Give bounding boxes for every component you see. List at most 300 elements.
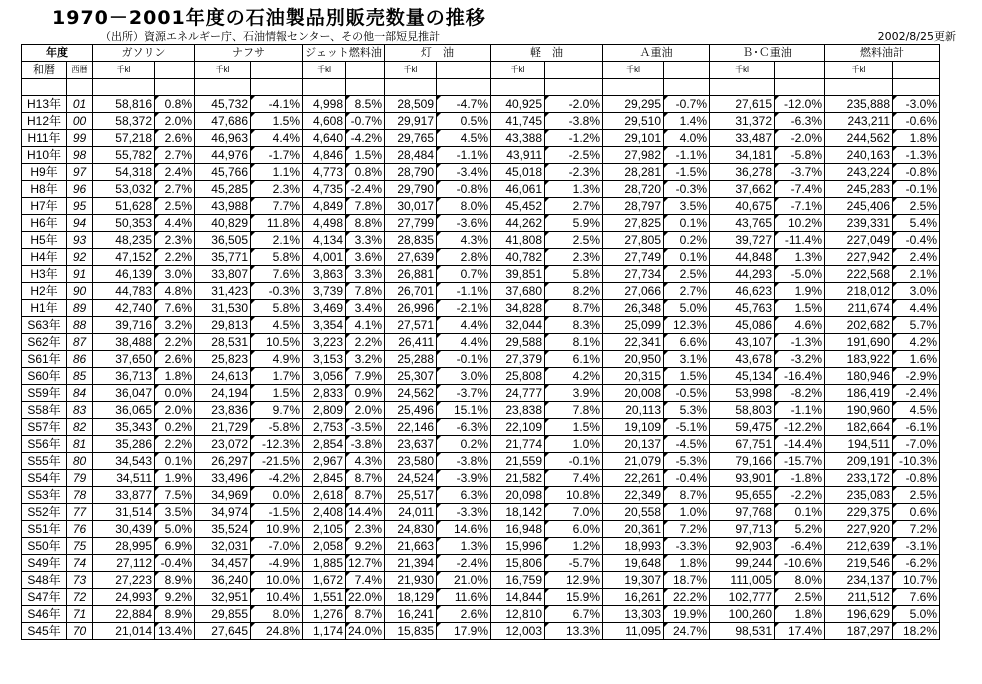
- volume-cell: 29,510: [603, 113, 664, 130]
- volume-cell: 183,922: [825, 351, 893, 368]
- change-cell: -5.7%: [545, 555, 603, 572]
- volume-cell: 1,672: [303, 572, 346, 589]
- change-cell: 7.4%: [346, 572, 385, 589]
- volume-cell: 40,925: [491, 96, 545, 113]
- header-total: 燃料油計: [825, 45, 940, 62]
- volume-cell: 34,181: [710, 147, 775, 164]
- change-cell: -2.0%: [775, 130, 825, 147]
- volume-cell: 21,663: [385, 538, 437, 555]
- table-row: [22, 606, 940, 623]
- change-cell: 2.7%: [664, 283, 710, 300]
- volume-cell: 40,675: [710, 198, 775, 215]
- volume-cell: 15,996: [491, 538, 545, 555]
- change-cell: 19.9%: [664, 606, 710, 623]
- change-cell: -6.3%: [775, 113, 825, 130]
- change-cell: -2.1%: [437, 300, 491, 317]
- change-cell: 8.7%: [346, 606, 385, 623]
- volume-cell: 27,571: [385, 317, 437, 334]
- table-row: [22, 283, 940, 300]
- change-cell: 1.0%: [664, 504, 710, 521]
- change-cell: -3.1%: [893, 538, 940, 555]
- wareki-cell: S56年: [22, 436, 67, 453]
- seireki-cell: 98: [67, 147, 93, 164]
- change-cell: 4.4%: [437, 317, 491, 334]
- volume-cell: 25,823: [195, 351, 251, 368]
- seireki-cell: 91: [67, 266, 93, 283]
- change-cell: -3.9%: [437, 470, 491, 487]
- table-row: [22, 113, 940, 130]
- header-seireki: 西暦: [67, 62, 93, 79]
- volume-cell: 31,514: [93, 504, 155, 521]
- change-cell: 10.4%: [251, 589, 303, 606]
- change-cell: -2.3%: [545, 164, 603, 181]
- change-cell: 1.5%: [251, 113, 303, 130]
- change-cell: 18.2%: [893, 623, 940, 640]
- volume-cell: 37,650: [93, 351, 155, 368]
- volume-cell: 11,095: [603, 623, 664, 640]
- change-cell: 8.1%: [545, 334, 603, 351]
- header-diesel: 軽 油: [491, 45, 603, 62]
- seireki-cell: 87: [67, 334, 93, 351]
- volume-cell: 222,568: [825, 266, 893, 283]
- volume-cell: 15,835: [385, 623, 437, 640]
- change-cell: 4.5%: [251, 317, 303, 334]
- volume-cell: 58,372: [93, 113, 155, 130]
- change-cell: -0.3%: [664, 181, 710, 198]
- seireki-cell: 81: [67, 436, 93, 453]
- change-cell: 21.0%: [437, 572, 491, 589]
- change-cell: 3.3%: [346, 266, 385, 283]
- change-cell: 4.5%: [437, 130, 491, 147]
- change-cell: 10.8%: [545, 487, 603, 504]
- table-row: [22, 181, 940, 198]
- volume-cell: 15,806: [491, 555, 545, 572]
- volume-cell: 31,530: [195, 300, 251, 317]
- table-row: [22, 436, 940, 453]
- change-cell: 3.5%: [155, 504, 195, 521]
- change-cell: -1.1%: [775, 402, 825, 419]
- change-cell: 4.3%: [437, 232, 491, 249]
- volume-cell: 39,727: [710, 232, 775, 249]
- volume-cell: 235,083: [825, 487, 893, 504]
- change-cell: 4.1%: [346, 317, 385, 334]
- table-row: [22, 232, 940, 249]
- volume-cell: 37,662: [710, 181, 775, 198]
- change-cell: 8.0%: [437, 198, 491, 215]
- volume-cell: 22,261: [603, 470, 664, 487]
- volume-cell: 48,235: [93, 232, 155, 249]
- change-cell: -5.1%: [664, 419, 710, 436]
- volume-cell: 44,783: [93, 283, 155, 300]
- change-cell: 2.6%: [155, 130, 195, 147]
- change-cell: 8.7%: [545, 300, 603, 317]
- volume-cell: 27,223: [93, 572, 155, 589]
- volume-cell: 16,261: [603, 589, 664, 606]
- volume-cell: 27,825: [603, 215, 664, 232]
- change-cell: -3.8%: [545, 113, 603, 130]
- volume-cell: 4,773: [303, 164, 346, 181]
- change-cell: 4.3%: [346, 453, 385, 470]
- table-row: [22, 402, 940, 419]
- volume-cell: 27,639: [385, 249, 437, 266]
- volume-cell: 239,331: [825, 215, 893, 232]
- volume-cell: 21,582: [491, 470, 545, 487]
- table-row: [22, 623, 940, 640]
- volume-cell: 79,166: [710, 453, 775, 470]
- header-row-products: [22, 45, 940, 62]
- seireki-cell: 84: [67, 385, 93, 402]
- change-cell: -6.3%: [437, 419, 491, 436]
- change-cell: 3.2%: [346, 351, 385, 368]
- volume-cell: 43,107: [710, 334, 775, 351]
- change-cell: 2.4%: [155, 164, 195, 181]
- seireki-cell: 78: [67, 487, 93, 504]
- change-cell: 6.1%: [545, 351, 603, 368]
- change-cell: 1.5%: [545, 419, 603, 436]
- change-cell: 7.8%: [545, 402, 603, 419]
- volume-cell: 3,056: [303, 368, 346, 385]
- change-cell: 8.5%: [346, 96, 385, 113]
- change-cell: 2.5%: [664, 266, 710, 283]
- volume-cell: 29,790: [385, 181, 437, 198]
- source-note: （出所）資源エネルギー庁、石油情報センター、その他一部短見推計: [100, 30, 441, 43]
- change-cell: 7.5%: [155, 487, 195, 504]
- volume-cell: 25,288: [385, 351, 437, 368]
- blank-row: [22, 79, 940, 96]
- volume-cell: 240,163: [825, 147, 893, 164]
- change-cell: -2.2%: [775, 487, 825, 504]
- wareki-cell: S50年: [22, 538, 67, 555]
- volume-cell: 95,655: [710, 487, 775, 504]
- change-cell: 2.1%: [251, 232, 303, 249]
- volume-cell: 1,551: [303, 589, 346, 606]
- change-cell: 15.1%: [437, 402, 491, 419]
- volume-cell: 18,993: [603, 538, 664, 555]
- change-cell: 8.7%: [346, 470, 385, 487]
- volume-cell: 34,828: [491, 300, 545, 317]
- volume-cell: 191,690: [825, 334, 893, 351]
- change-cell: 2.7%: [155, 147, 195, 164]
- volume-cell: 24,194: [195, 385, 251, 402]
- volume-cell: 43,388: [491, 130, 545, 147]
- volume-cell: 24,613: [195, 368, 251, 385]
- volume-cell: 21,014: [93, 623, 155, 640]
- change-cell: 3.2%: [155, 317, 195, 334]
- change-cell: -5.8%: [251, 419, 303, 436]
- seireki-cell: 93: [67, 232, 93, 249]
- change-cell: 4.6%: [775, 317, 825, 334]
- page-title: 1970－2001年度の石油製品別販売数量の推移: [52, 7, 486, 29]
- volume-cell: 3,863: [303, 266, 346, 283]
- change-cell: -1.5%: [664, 164, 710, 181]
- volume-cell: 27,749: [603, 249, 664, 266]
- change-cell: 2.2%: [155, 249, 195, 266]
- change-cell: 2.5%: [545, 232, 603, 249]
- change-cell: -7.4%: [775, 181, 825, 198]
- change-cell: 0.6%: [893, 504, 940, 521]
- volume-cell: 20,950: [603, 351, 664, 368]
- unit-label: 千kl: [385, 62, 437, 79]
- change-cell: -15.7%: [775, 453, 825, 470]
- change-cell: -21.5%: [251, 453, 303, 470]
- volume-cell: 20,361: [603, 521, 664, 538]
- change-cell: 1.9%: [775, 283, 825, 300]
- table-row: [22, 589, 940, 606]
- volume-cell: 27,734: [603, 266, 664, 283]
- table-row: [22, 504, 940, 521]
- change-cell: 2.5%: [155, 198, 195, 215]
- volume-cell: 20,137: [603, 436, 664, 453]
- volume-cell: 13,303: [603, 606, 664, 623]
- wareki-cell: S48年: [22, 572, 67, 589]
- table-row: [22, 198, 940, 215]
- change-cell: 1.3%: [775, 249, 825, 266]
- change-cell: 12.7%: [346, 555, 385, 572]
- volume-cell: 47,686: [195, 113, 251, 130]
- change-cell: 14.6%: [437, 521, 491, 538]
- table-row: [22, 130, 940, 147]
- volume-cell: 3,354: [303, 317, 346, 334]
- volume-cell: 92,903: [710, 538, 775, 555]
- volume-cell: 93,901: [710, 470, 775, 487]
- volume-cell: 22,109: [491, 419, 545, 436]
- change-cell: -4.2%: [346, 130, 385, 147]
- volume-cell: 100,260: [710, 606, 775, 623]
- change-cell: -11.4%: [775, 232, 825, 249]
- change-cell: 7.8%: [346, 198, 385, 215]
- seireki-cell: 90: [67, 283, 93, 300]
- change-cell: 0.1%: [775, 504, 825, 521]
- change-cell: 22.2%: [664, 589, 710, 606]
- seireki-cell: 77: [67, 504, 93, 521]
- volume-cell: 4,735: [303, 181, 346, 198]
- volume-cell: 27,645: [195, 623, 251, 640]
- change-cell: 1.5%: [775, 300, 825, 317]
- volume-cell: 51,628: [93, 198, 155, 215]
- volume-cell: 29,295: [603, 96, 664, 113]
- volume-cell: 54,318: [93, 164, 155, 181]
- change-cell: -3.7%: [775, 164, 825, 181]
- table-row: [22, 317, 940, 334]
- table-row: [22, 351, 940, 368]
- change-cell: 1.4%: [664, 113, 710, 130]
- wareki-cell: S51年: [22, 521, 67, 538]
- change-cell: -5.8%: [775, 147, 825, 164]
- change-cell: 9.2%: [155, 589, 195, 606]
- volume-cell: 24,011: [385, 504, 437, 521]
- change-cell: -3.3%: [664, 538, 710, 555]
- wareki-cell: H3年: [22, 266, 67, 283]
- volume-cell: 2,105: [303, 521, 346, 538]
- change-cell: 0.0%: [155, 385, 195, 402]
- change-cell: 8.7%: [346, 487, 385, 504]
- volume-cell: 29,813: [195, 317, 251, 334]
- sales-table: [21, 44, 940, 640]
- change-cell: 1.5%: [346, 147, 385, 164]
- volume-cell: 25,808: [491, 368, 545, 385]
- wareki-cell: H12年: [22, 113, 67, 130]
- volume-cell: 3,739: [303, 283, 346, 300]
- table-row: [22, 385, 940, 402]
- change-cell: 2.5%: [893, 198, 940, 215]
- change-cell: 6.7%: [545, 606, 603, 623]
- seireki-cell: 95: [67, 198, 93, 215]
- change-cell: 0.1%: [155, 453, 195, 470]
- table-row: [22, 266, 940, 283]
- wareki-cell: S61年: [22, 351, 67, 368]
- volume-cell: 29,917: [385, 113, 437, 130]
- change-cell: 1.5%: [664, 368, 710, 385]
- seireki-cell: 72: [67, 589, 93, 606]
- change-cell: 0.8%: [155, 96, 195, 113]
- change-cell: -1.2%: [545, 130, 603, 147]
- change-cell: 2.5%: [893, 487, 940, 504]
- volume-cell: 26,996: [385, 300, 437, 317]
- change-cell: 8.8%: [346, 215, 385, 232]
- volume-cell: 24,777: [491, 385, 545, 402]
- volume-cell: 43,988: [195, 198, 251, 215]
- volume-cell: 44,976: [195, 147, 251, 164]
- volume-cell: 43,765: [710, 215, 775, 232]
- volume-cell: 59,475: [710, 419, 775, 436]
- volume-cell: 102,777: [710, 589, 775, 606]
- change-cell: 5.0%: [893, 606, 940, 623]
- header-row-units: [22, 62, 940, 79]
- volume-cell: 2,058: [303, 538, 346, 555]
- change-cell: 7.9%: [346, 368, 385, 385]
- volume-cell: 46,061: [491, 181, 545, 198]
- change-cell: 3.4%: [346, 300, 385, 317]
- volume-cell: 26,701: [385, 283, 437, 300]
- volume-cell: 22,349: [603, 487, 664, 504]
- wareki-cell: S58年: [22, 402, 67, 419]
- change-cell: 10.2%: [775, 215, 825, 232]
- change-cell: -3.6%: [437, 215, 491, 232]
- seireki-cell: 83: [67, 402, 93, 419]
- change-cell: 2.8%: [437, 249, 491, 266]
- volume-cell: 40,829: [195, 215, 251, 232]
- volume-cell: 39,716: [93, 317, 155, 334]
- volume-cell: 34,457: [195, 555, 251, 572]
- change-cell: 5.8%: [545, 266, 603, 283]
- header-wareki: 和暦: [22, 62, 67, 79]
- volume-cell: 245,283: [825, 181, 893, 198]
- table-row: [22, 453, 940, 470]
- wareki-cell: H1年: [22, 300, 67, 317]
- unit-label: 千kl: [491, 62, 545, 79]
- change-cell: 1.8%: [775, 606, 825, 623]
- volume-cell: 37,680: [491, 283, 545, 300]
- change-cell: -0.3%: [251, 283, 303, 300]
- unit-label: 千kl: [710, 62, 775, 79]
- change-cell: 24.8%: [251, 623, 303, 640]
- change-cell: -10.6%: [775, 555, 825, 572]
- change-cell: 2.7%: [155, 181, 195, 198]
- unit-blank: [155, 62, 195, 79]
- table-row: [22, 164, 940, 181]
- volume-cell: 35,524: [195, 521, 251, 538]
- change-cell: 18.7%: [664, 572, 710, 589]
- change-cell: -5.0%: [775, 266, 825, 283]
- seireki-cell: 88: [67, 317, 93, 334]
- change-cell: 0.2%: [664, 232, 710, 249]
- change-cell: 0.0%: [251, 487, 303, 504]
- change-cell: 1.0%: [545, 436, 603, 453]
- volume-cell: 27,066: [603, 283, 664, 300]
- volume-cell: 25,496: [385, 402, 437, 419]
- seireki-cell: 94: [67, 215, 93, 232]
- volume-cell: 23,072: [195, 436, 251, 453]
- change-cell: 1.9%: [155, 470, 195, 487]
- change-cell: -7.1%: [775, 198, 825, 215]
- wareki-cell: H4年: [22, 249, 67, 266]
- volume-cell: 33,496: [195, 470, 251, 487]
- change-cell: 7.6%: [155, 300, 195, 317]
- volume-cell: 24,993: [93, 589, 155, 606]
- volume-cell: 58,803: [710, 402, 775, 419]
- change-cell: -0.4%: [155, 555, 195, 572]
- change-cell: 4.2%: [545, 368, 603, 385]
- volume-cell: 4,134: [303, 232, 346, 249]
- change-cell: 7.0%: [545, 504, 603, 521]
- change-cell: 5.4%: [893, 215, 940, 232]
- volume-cell: 29,855: [195, 606, 251, 623]
- table-row: [22, 487, 940, 504]
- change-cell: 9.2%: [346, 538, 385, 555]
- volume-cell: 36,278: [710, 164, 775, 181]
- table-row: [22, 147, 940, 164]
- volume-cell: 26,348: [603, 300, 664, 317]
- volume-cell: 45,732: [195, 96, 251, 113]
- volume-cell: 45,086: [710, 317, 775, 334]
- volume-cell: 36,047: [93, 385, 155, 402]
- change-cell: 2.3%: [251, 181, 303, 198]
- change-cell: 4.0%: [664, 130, 710, 147]
- unit-blank: [775, 62, 825, 79]
- change-cell: 3.0%: [155, 266, 195, 283]
- volume-cell: 46,623: [710, 283, 775, 300]
- change-cell: -4.2%: [251, 470, 303, 487]
- volume-cell: 4,608: [303, 113, 346, 130]
- change-cell: 4.9%: [251, 351, 303, 368]
- volume-cell: 16,948: [491, 521, 545, 538]
- change-cell: -6.4%: [775, 538, 825, 555]
- volume-cell: 99,244: [710, 555, 775, 572]
- change-cell: 5.0%: [155, 521, 195, 538]
- change-cell: 10.0%: [251, 572, 303, 589]
- change-cell: 6.9%: [155, 538, 195, 555]
- volume-cell: 27,805: [603, 232, 664, 249]
- change-cell: 3.5%: [664, 198, 710, 215]
- change-cell: 3.0%: [437, 368, 491, 385]
- change-cell: -0.7%: [346, 113, 385, 130]
- change-cell: 1.8%: [155, 368, 195, 385]
- change-cell: 14.4%: [346, 504, 385, 521]
- volume-cell: 36,240: [195, 572, 251, 589]
- change-cell: -5.3%: [664, 453, 710, 470]
- volume-cell: 45,763: [710, 300, 775, 317]
- volume-cell: 32,031: [195, 538, 251, 555]
- change-cell: -0.8%: [893, 164, 940, 181]
- change-cell: 10.5%: [251, 334, 303, 351]
- change-cell: 11.8%: [251, 215, 303, 232]
- change-cell: 3.0%: [893, 283, 940, 300]
- volume-cell: 21,729: [195, 419, 251, 436]
- volume-cell: 33,877: [93, 487, 155, 504]
- wareki-cell: H11年: [22, 130, 67, 147]
- change-cell: 1.3%: [437, 538, 491, 555]
- change-cell: -3.0%: [893, 96, 940, 113]
